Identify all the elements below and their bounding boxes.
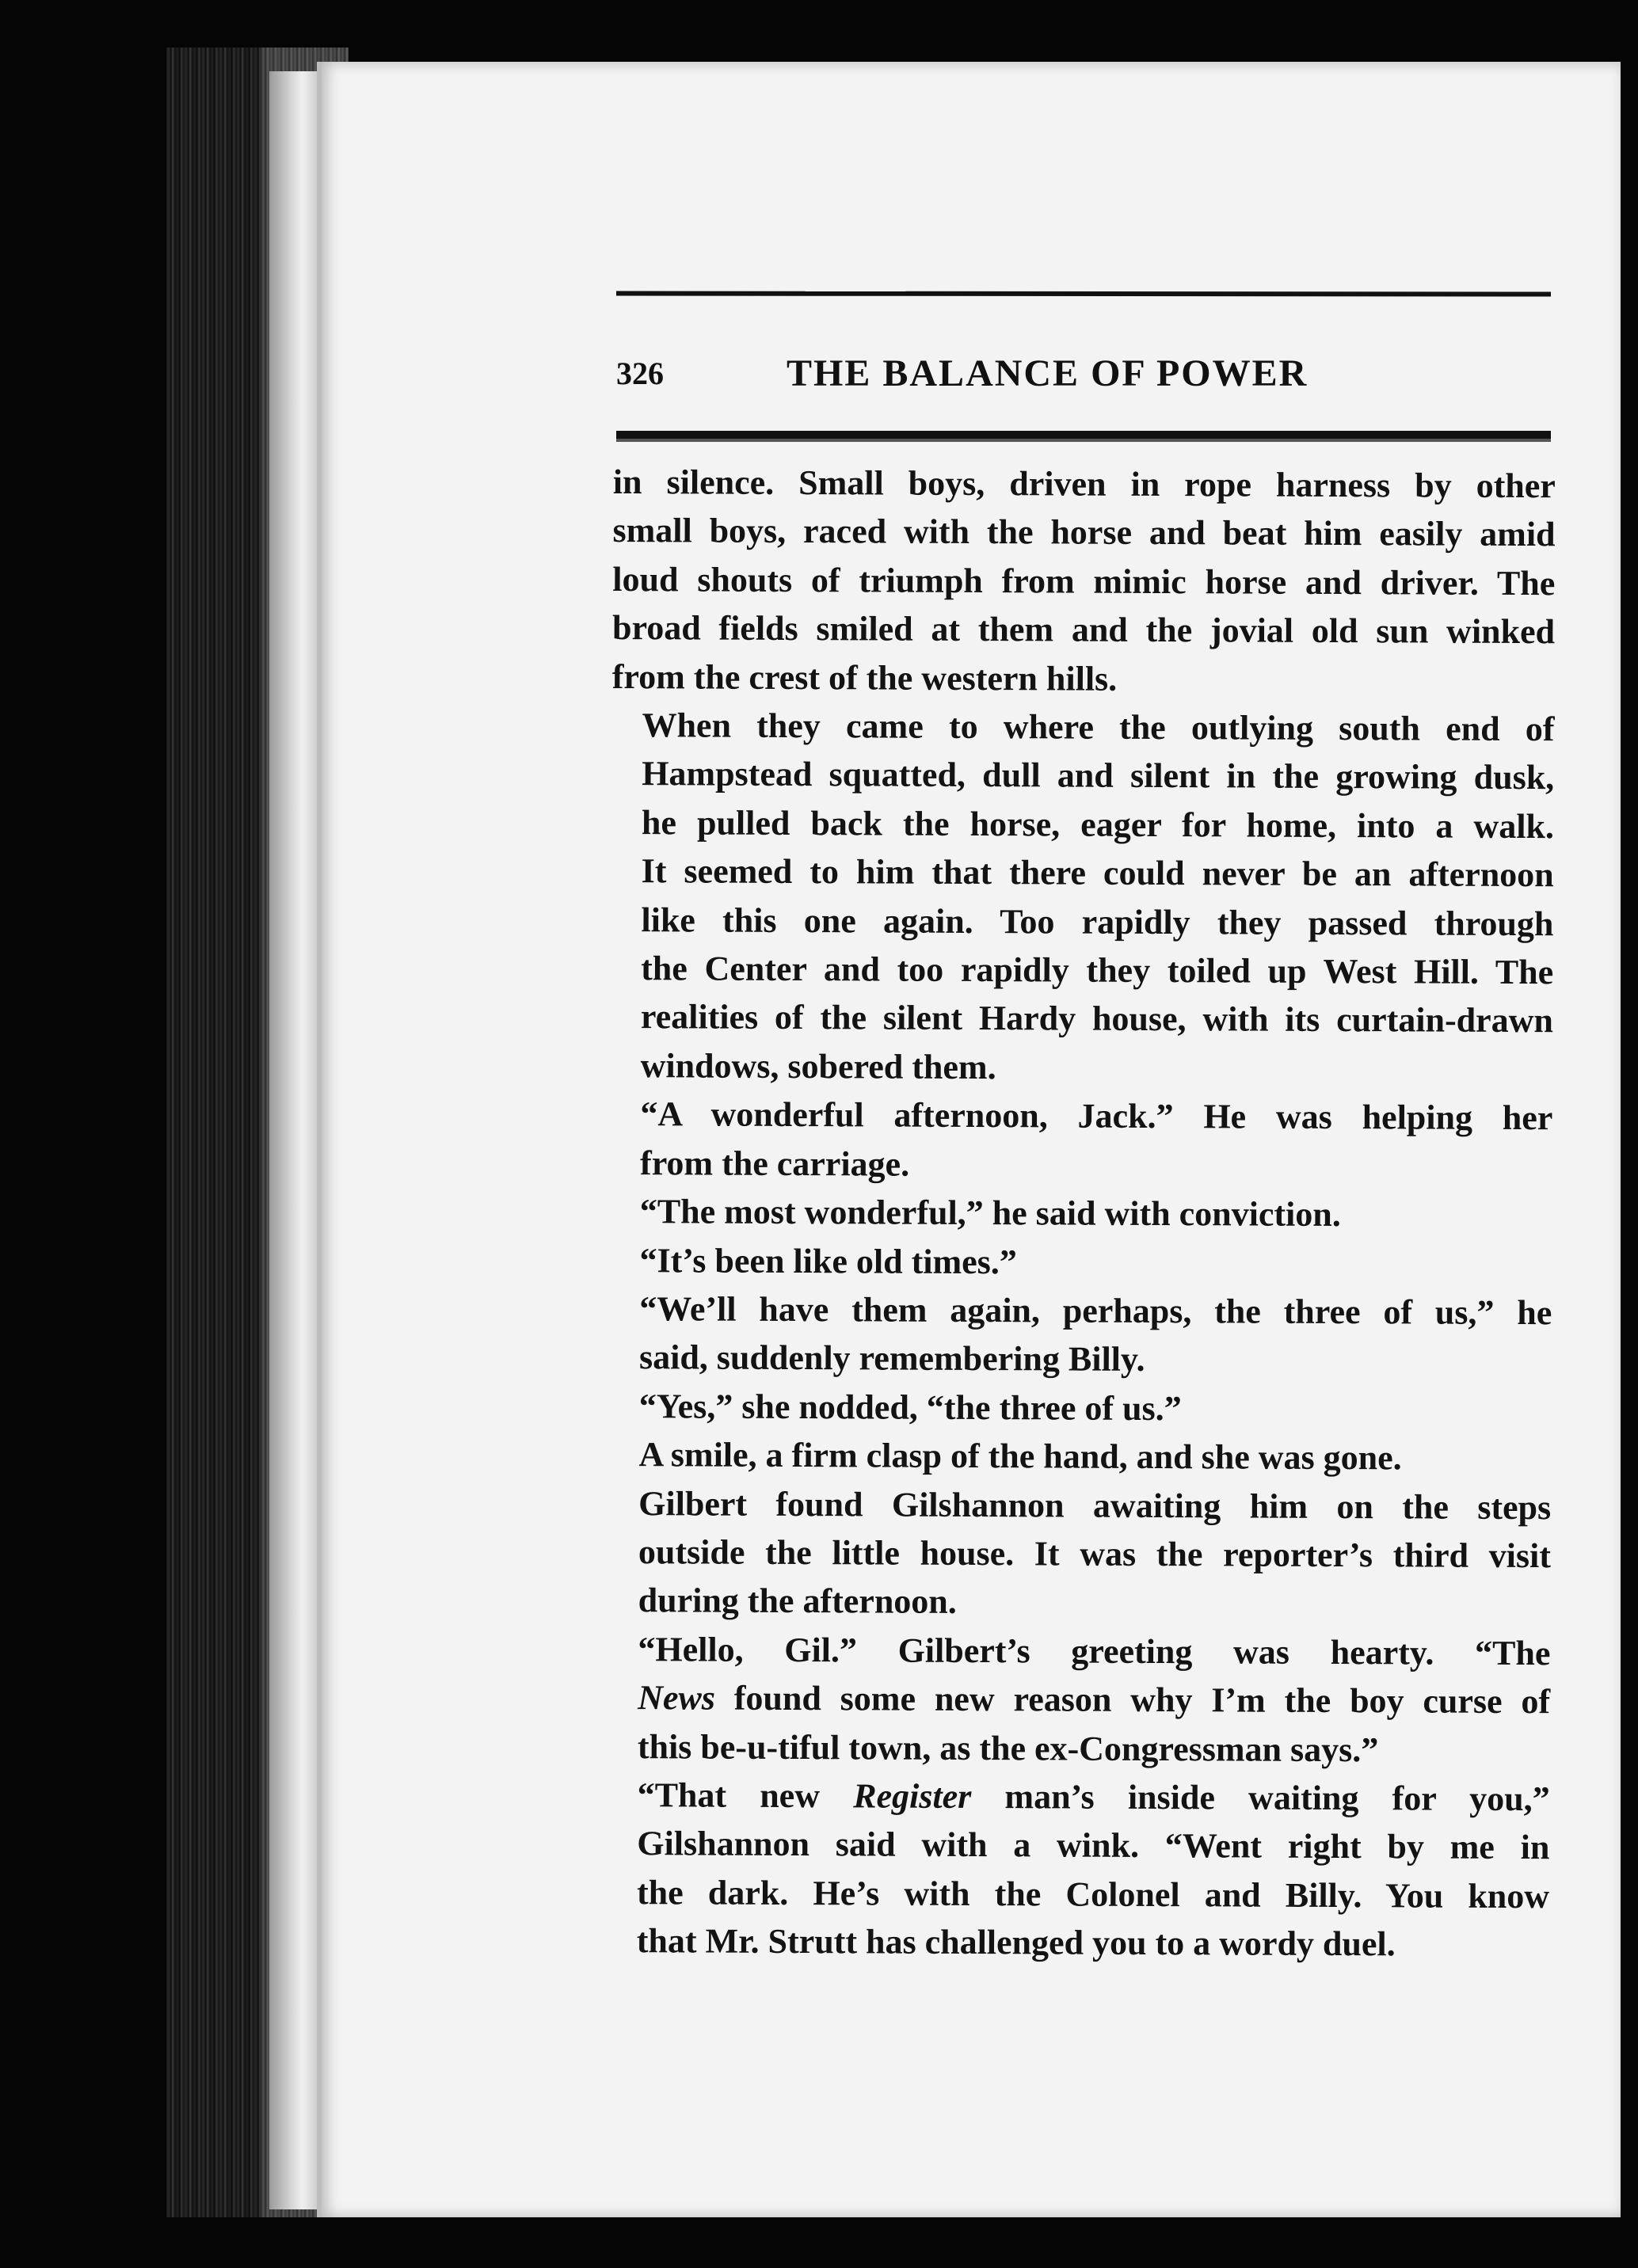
italic-title: Register [853, 1776, 972, 1816]
text-line: broad fields smiled at them and the jovial old sun winked [611, 608, 1556, 652]
text-line: windows, sobered them. [640, 1046, 996, 1086]
text-line [607, 1916, 1549, 1969]
paragraph [609, 1382, 1552, 1435]
body-text [607, 458, 1556, 1969]
text-run: this be-u-tiful town, as the ex-Congressman says.” [637, 1726, 1379, 1769]
paragraph [612, 458, 1556, 705]
paragraph [608, 1430, 1551, 1483]
text-line: “A wonderful afternoon, Jack.” He was helping her [640, 1094, 1553, 1138]
text-line: said, suddenly remembering Billy. [638, 1338, 1145, 1379]
text-line: loud shouts of triumph from mimic horse and driver. The [612, 559, 1556, 603]
text-line [607, 1771, 1549, 1824]
text-run: man’s inside waiting for you,” [971, 1776, 1550, 1819]
text-line: outside the little house. It was the reporter’s third visit [638, 1532, 1552, 1576]
text-line: realities of the silent Hardy house, with its curtain-drawn [640, 997, 1554, 1041]
text-line [608, 1673, 1550, 1726]
text-line [607, 1819, 1549, 1872]
text-line: “It’s been like old times.” [639, 1240, 1017, 1281]
paragraph [607, 1771, 1550, 1969]
text-line: Hampstead squatted, dull and silent in the growing dusk, [642, 754, 1555, 797]
text-line [607, 1868, 1549, 1921]
text-line: “We’ll have them again, perhaps, the three of us,” he [639, 1289, 1552, 1333]
text-line: during the afternoon. [638, 1581, 957, 1622]
text-line: “The most wonderful,” he said with conviction. [639, 1192, 1341, 1235]
header-rule-bottom [616, 431, 1551, 442]
running-title: THE BALANCE OF POWER [787, 352, 1308, 394]
text-run: the dark. He’s with the Colonel and Billy. You know [636, 1872, 1550, 1916]
running-head [616, 307, 1551, 418]
text-line: he pulled back the horse, eager for home, into a walk. [641, 803, 1555, 847]
paragraph [610, 1187, 1552, 1240]
paragraph [608, 1479, 1552, 1629]
text-line: small boys, raced with the horse and beat him easily amid [612, 511, 1556, 554]
text-line: When they came to where the outlying south end of [642, 706, 1555, 749]
text-line: in silence. Small boys, driven in rope harness by other [612, 462, 1556, 506]
text-line: Gilbert found Gilshannon awaiting him on the steps [638, 1483, 1552, 1527]
text-line [608, 1625, 1550, 1678]
page-number: 326 [616, 356, 664, 391]
paragraph [610, 1090, 1553, 1191]
text-line: A smile, a firm clasp of the hand, and she was gone. [638, 1435, 1402, 1478]
text-line: It seemed to him that there could never be an afternoon [641, 851, 1554, 895]
text-line: “Yes,” she nodded, “the three of us.” [638, 1386, 1182, 1428]
text-run: that Mr. Strutt has challenged you to a wordy duel. [636, 1921, 1396, 1964]
text-line: from the crest of the western hills. [611, 656, 1118, 698]
text-line: like this one again. Too rapidly they passed through [641, 900, 1554, 943]
text-line [608, 1722, 1550, 1775]
paragraph [608, 1625, 1551, 1775]
text-run: “Hello, Gil.” Gilbert’s greeting was hearty. “The [638, 1629, 1551, 1672]
paragraph [609, 1235, 1552, 1288]
paragraph [609, 1284, 1552, 1386]
text-run: “That new [637, 1775, 854, 1816]
book-page [317, 62, 1621, 2217]
text-run: found some new reason why I’m the boy curse of [714, 1678, 1551, 1722]
header-rule-top [616, 291, 1551, 296]
text-line: the Center and too rapidly they toiled up West Hill. The [641, 949, 1554, 992]
text-line: from the carriage. [640, 1143, 910, 1184]
italic-title: News [638, 1678, 716, 1718]
text-run: Gilshannon said with a wink. “Went right by me in [637, 1824, 1550, 1867]
paragraph [611, 701, 1555, 1094]
